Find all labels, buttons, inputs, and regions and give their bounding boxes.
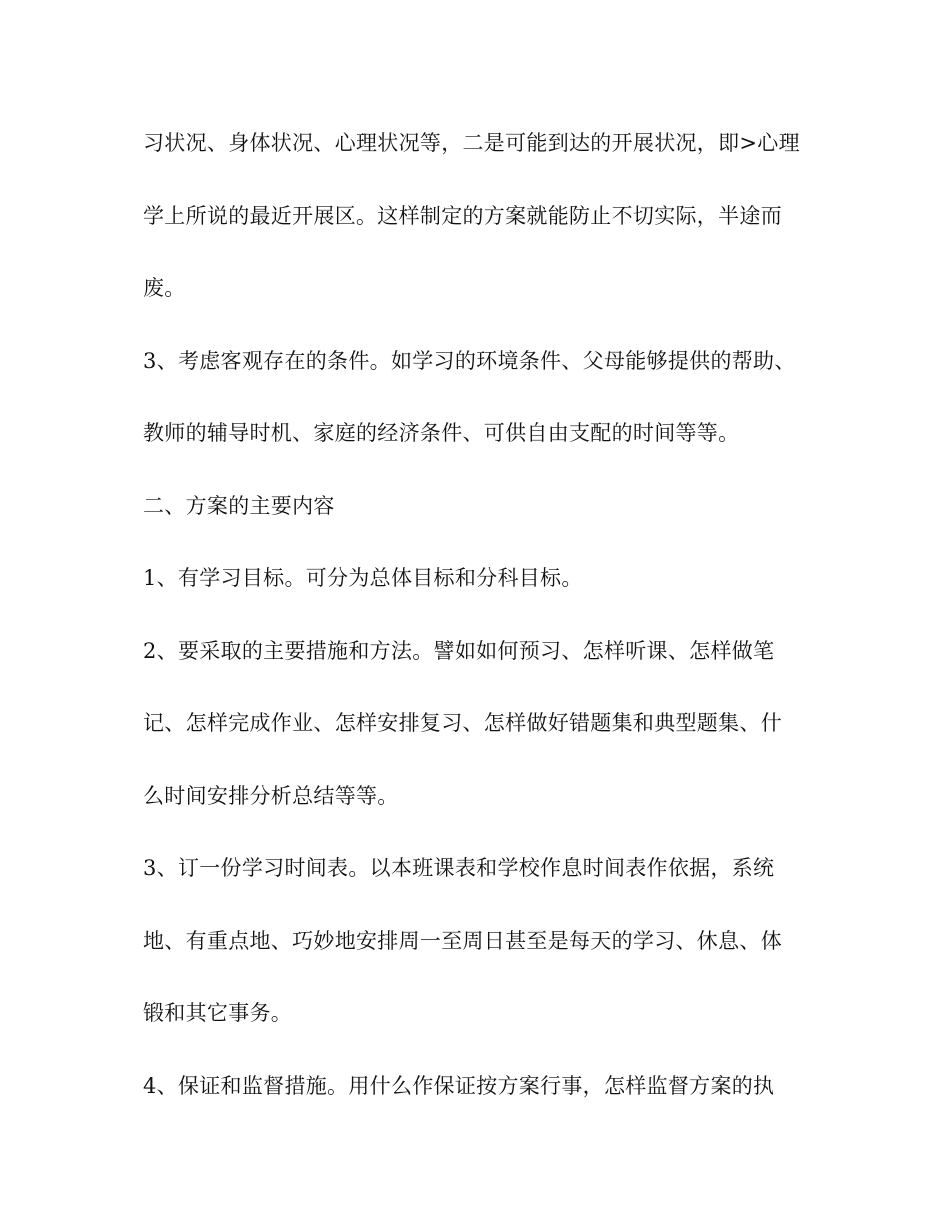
text-line: 教师的辅导时机、家庭的经济条件、可供自由支配的时间等等。 <box>143 421 740 445</box>
text-line: 么时间安排分析总结等等。 <box>143 784 399 808</box>
text-line: 废。 <box>143 276 186 300</box>
text-line: 地、有重点地、巧妙地安排周一至周日甚至是每天的学习、休息、体 <box>143 929 782 953</box>
text-line: 习状况、身体状况、心理状况等，二是可能到达的开展状况，即>心理 <box>143 131 800 155</box>
text-line: 锻和其它事务。 <box>143 1001 293 1025</box>
text-line: 1、有学习目标。可分为总体目标和分科目标。 <box>143 566 583 590</box>
text-line: 学上所说的最近开展区。这样制定的方案就能防止不切实际，半途而 <box>143 204 782 228</box>
text-line: 3、考虑客观存在的条件。如学习的环境条件、父母能够提供的帮助、 <box>143 349 796 373</box>
text-line: 记、怎样完成作业、怎样安排复习、怎样做好错题集和典型题集、什 <box>143 711 782 735</box>
text-line: 3、订一份学习时间表。以本班课表和学校作息时间表作依据，系统 <box>143 856 775 880</box>
section-heading: 二、方案的主要内容 <box>143 494 335 518</box>
text-line: 2、要采取的主要措施和方法。譬如如何预习、怎样听课、怎样做笔 <box>143 639 775 663</box>
text-line: 4、保证和监督措施。用什么作保证按方案行事，怎样监督方案的执 <box>143 1074 775 1098</box>
